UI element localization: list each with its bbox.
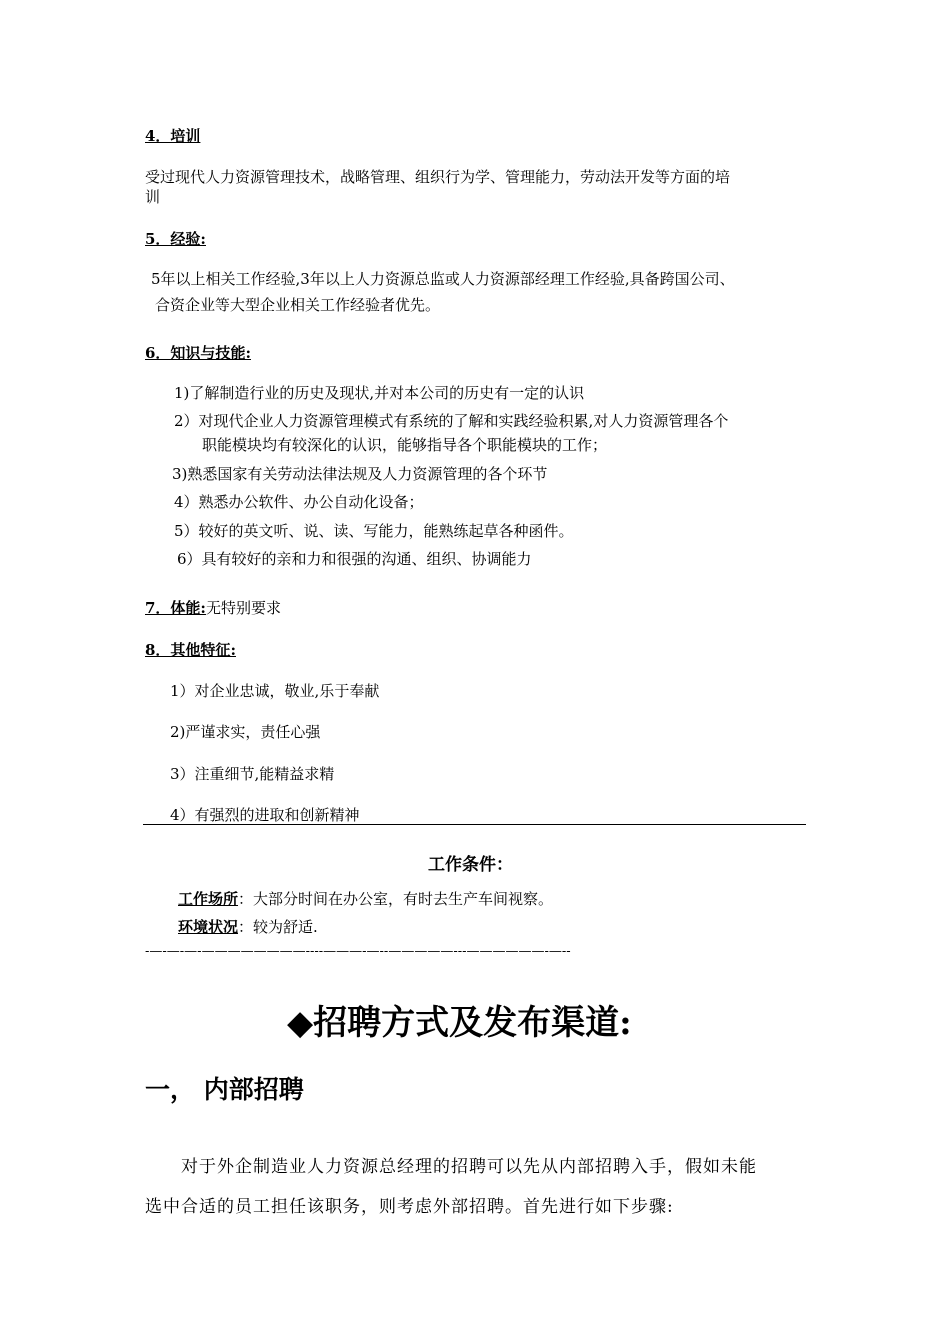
dashed-separator: -—-—-—-————————----———-—--—————---——————-—-- — [145, 944, 571, 959]
other-item: 4）有强烈的进取和创新精神 — [170, 806, 360, 824]
knowledge-heading: 6．知识与技能: — [145, 344, 251, 362]
knowledge-item: 4）熟悉办公软件、办公自动化设备； — [174, 493, 424, 511]
training-text-line2: 训 — [145, 188, 161, 206]
knowledge-item: 2）对现代企业人力资源管理模式有系统的了解和实践经验积累,对人力资源管理各个 — [174, 412, 729, 430]
knowledge-item-continued: 职能模块均有较深化的认识，能够指导各个职能模块的工作； — [202, 436, 608, 454]
other-item: 2)严谨求实，责任心强 — [170, 723, 321, 741]
physical-value: 无特别要求 — [205, 599, 281, 617]
internal-recruitment-heading: 一， 内部招聘 — [145, 1075, 304, 1104]
training-heading: 4．培训 — [145, 127, 201, 145]
environment-value: ：较为舒适. — [238, 918, 318, 936]
other-item: 1）对企业忠诚，敬业,乐于奉献 — [170, 682, 380, 700]
environment-row — [178, 916, 318, 937]
horizontal-rule — [143, 824, 806, 825]
experience-text-line2: 合资企业等大型企业相关工作经验者优先。 — [155, 296, 441, 314]
paragraph-line1: 对于外企制造业人力资源总经理的招聘可以先从内部招聘入手，假如未能 — [181, 1157, 757, 1177]
environment-label: 环境状况 — [178, 918, 239, 936]
recruitment-title: ◆招聘方式及发布渠道: — [287, 1003, 632, 1043]
other-heading: 8．其他特征: — [145, 641, 236, 659]
knowledge-item: 1)了解制造行业的历史及现状,并对本公司的历史有一定的认识 — [174, 384, 585, 402]
work-place-row — [178, 888, 553, 909]
experience-heading: 5．经验: — [145, 230, 206, 248]
knowledge-item: 3)熟悉国家有关劳动法律法规及人力资源管理的各个环节 — [172, 465, 548, 483]
knowledge-item: 5）较好的英文听、说、读、写能力，能熟练起草各种函件。 — [174, 522, 574, 540]
training-text-line1: 受过现代人力资源管理技术，战略管理、组织行为学、管理能力，劳动法开发等方面的培 — [145, 168, 731, 186]
experience-text-line1: 5年以上相关工作经验,3年以上人力资源总监或人力资源部经理工作经验,具备跨国公司、 — [151, 270, 735, 288]
work-place-label: 工作场所 — [178, 890, 239, 908]
physical-row — [145, 597, 281, 618]
work-conditions-title: 工作条件： — [428, 855, 513, 875]
physical-heading: 7．体能: — [145, 599, 206, 617]
knowledge-item: 6）具有较好的亲和力和很强的沟通、组织、协调能力 — [177, 550, 532, 568]
other-item: 3）注重细节,能精益求精 — [170, 765, 335, 783]
work-place-value: ：大部分时间在办公室，有时去生产车间视察。 — [238, 890, 554, 908]
paragraph-line2: 选中合适的员工担任该职务，则考虑外部招聘。首先进行如下步骤: — [145, 1197, 674, 1217]
